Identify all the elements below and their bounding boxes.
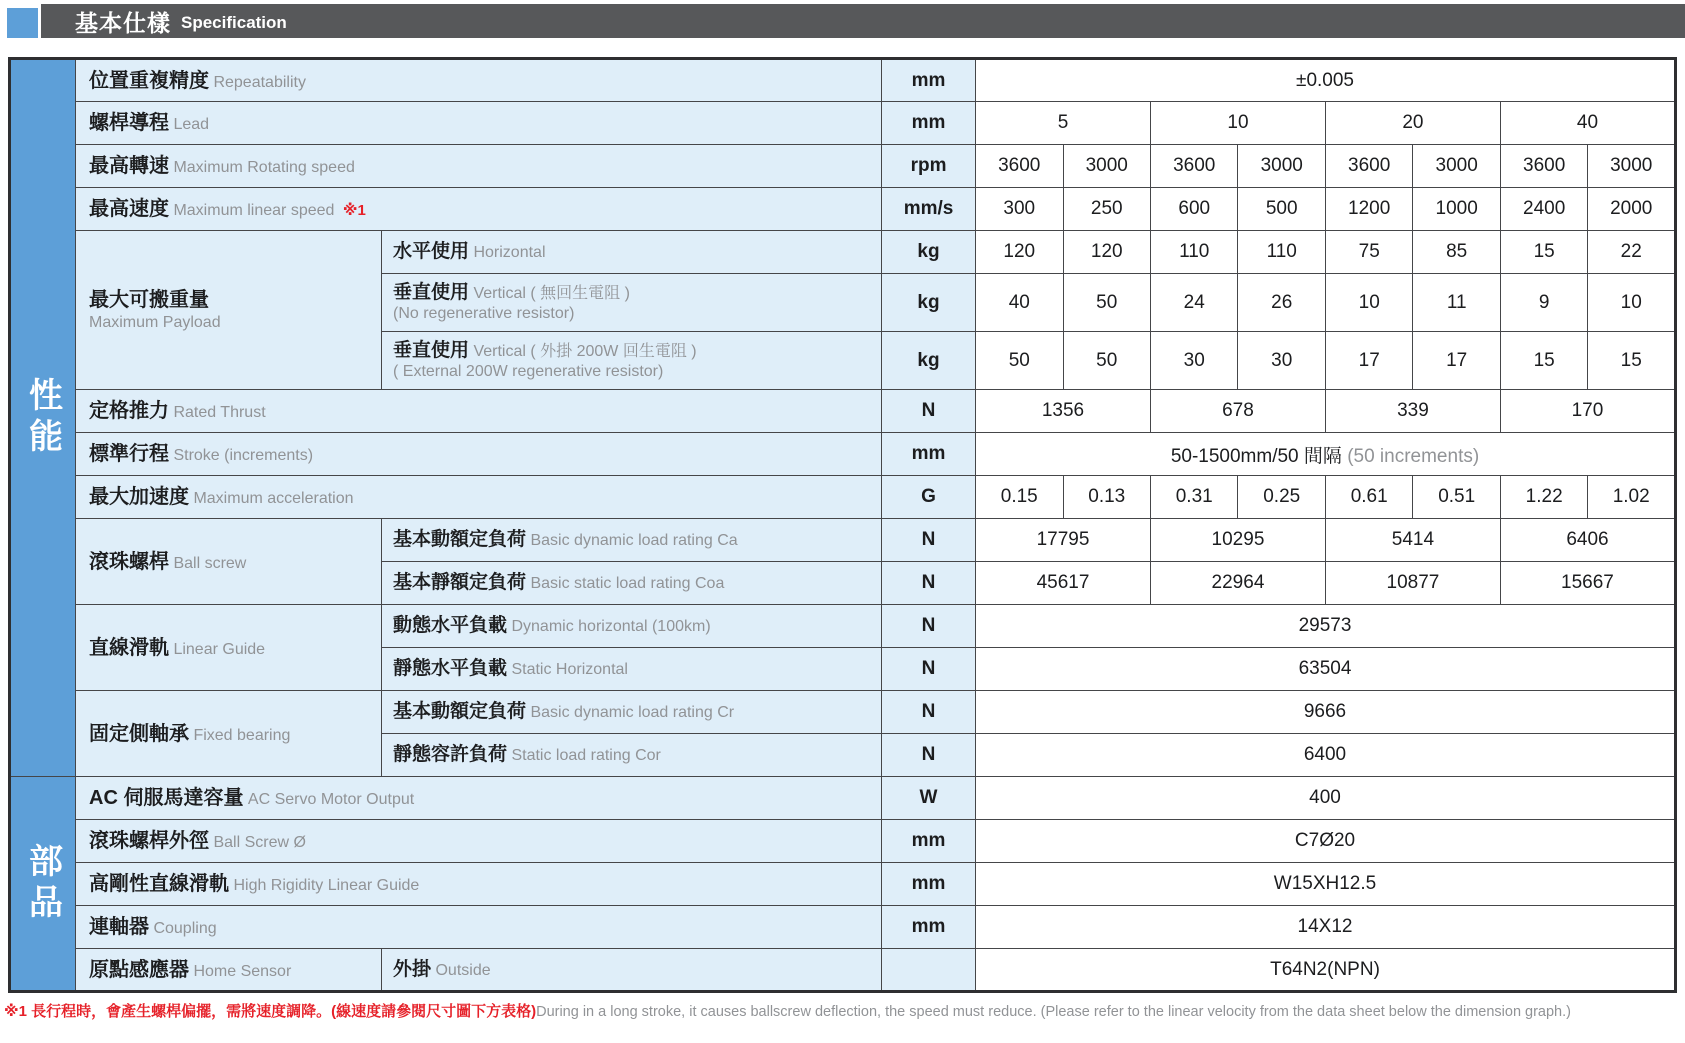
label-en: Fixed bearing xyxy=(193,726,291,744)
label-en: Horizontal xyxy=(473,244,546,262)
row-max-acceleration xyxy=(10,476,1676,519)
value-cell: 1000 xyxy=(1413,188,1500,231)
row-sublabel xyxy=(382,734,882,777)
stroke-value-sub: (50 increments) xyxy=(1347,445,1480,467)
value-cell: 63504 xyxy=(976,648,1676,691)
group-label-fixed-bearing xyxy=(76,691,382,777)
value-cell: 6406 xyxy=(1500,519,1675,562)
value-cell: 170 xyxy=(1500,390,1675,433)
label-zh: 固定側軸承 xyxy=(89,722,189,745)
label-zh: 連軸器 xyxy=(89,916,149,938)
label-en-line2: (No regenerative resistor) xyxy=(393,305,575,323)
row-lead xyxy=(10,102,1676,145)
value-cell: 120 xyxy=(976,231,1063,274)
value-cell: W15XH12.5 xyxy=(976,863,1676,906)
row-linear-guide-dynamic xyxy=(10,605,1676,648)
row-servo-output xyxy=(10,777,1676,820)
footnote xyxy=(4,1002,1682,1022)
row-sublabel xyxy=(382,519,882,562)
value-cell: 3000 xyxy=(1063,145,1150,188)
value-cell: 0.61 xyxy=(1325,476,1412,519)
unit-cell: mm/s xyxy=(882,188,976,231)
section-title-zh: 基本仕樣 xyxy=(75,9,171,36)
row-sublabel xyxy=(382,274,882,332)
row-fixed-bearing-dynamic xyxy=(10,691,1676,734)
label-zh: 靜態水平負載 xyxy=(393,658,508,680)
value-cell: 3600 xyxy=(1325,145,1412,188)
label-en: Maximum acceleration xyxy=(193,490,354,507)
row-label xyxy=(76,390,882,433)
label-zh: 定格推力 xyxy=(89,400,169,422)
unit-cell: mm xyxy=(882,59,976,102)
row-home-sensor xyxy=(10,949,1676,992)
label-zh: 滾珠螺桿外徑 xyxy=(89,830,209,852)
label-zh: 最高轉速 xyxy=(89,155,169,177)
label-zh: 垂直使用 xyxy=(393,339,470,361)
unit-cell: mm xyxy=(882,863,976,906)
stroke-value-main: 50-1500mm/50 間隔 xyxy=(1170,445,1342,467)
value-cell: 75 xyxy=(1325,231,1412,274)
value-cell: 10 xyxy=(1325,274,1412,332)
row-label xyxy=(76,188,882,231)
section-header-bar xyxy=(41,4,1685,38)
label-zh: 基本動額定負荷 xyxy=(393,529,527,551)
row-sublabel xyxy=(382,605,882,648)
row-sublabel xyxy=(382,648,882,691)
label-en: Basic dynamic load rating Ca xyxy=(530,532,738,550)
group-label-ball-screw xyxy=(76,519,382,605)
label-en: Rated Thrust xyxy=(173,404,266,421)
value-cell: 50 xyxy=(1063,274,1150,332)
label-en: Linear Guide xyxy=(173,640,266,658)
value-cell: 2000 xyxy=(1588,188,1676,231)
value-cell: 30 xyxy=(1238,332,1325,390)
label-zh: 螺桿導程 xyxy=(89,112,169,134)
value-cell xyxy=(976,433,1676,476)
value-cell: 50 xyxy=(1063,332,1150,390)
value-cell: 9666 xyxy=(976,691,1676,734)
value-cell: 678 xyxy=(1150,390,1325,433)
value-cell: 339 xyxy=(1325,390,1500,433)
value-cell: 24 xyxy=(1150,274,1237,332)
row-ball-screw-diameter xyxy=(10,820,1676,863)
label-en: Static Horizontal xyxy=(511,661,628,679)
value-cell: 250 xyxy=(1063,188,1150,231)
row-label xyxy=(76,102,882,145)
value-cell: 400 xyxy=(976,777,1676,820)
unit-cell: N xyxy=(882,605,976,648)
value-cell: 22 xyxy=(1588,231,1676,274)
label-en: High Rigidity Linear Guide xyxy=(233,877,420,894)
label-en: Static load rating Cor xyxy=(511,747,661,765)
label-zh: 標準行程 xyxy=(89,443,169,465)
unit-cell: mm xyxy=(882,433,976,476)
value-cell: 1.02 xyxy=(1588,476,1676,519)
footnote-zh: ※1 長行程時，會產生螺桿偏擺，需將速度調降。(線速度請參閱尺寸圖下方表格) xyxy=(4,1003,537,1020)
label-zh: 原點感應器 xyxy=(89,958,189,981)
footnote-en: During in a long stroke, it causes ballscrew deflection, the speed must reduce. (Please refer to the linear velocity from the data sheet below the dimension graph.) xyxy=(536,1004,1571,1020)
label-en: AC Servo Motor Output xyxy=(247,791,415,808)
unit-cell xyxy=(882,949,976,992)
value-cell: 10 xyxy=(1588,274,1676,332)
row-label xyxy=(76,906,882,949)
row-repeatability xyxy=(10,59,1676,102)
row-stroke xyxy=(10,433,1676,476)
row-label xyxy=(76,59,882,102)
accent-square xyxy=(7,8,38,38)
row-label xyxy=(76,145,882,188)
row-sublabel xyxy=(382,332,882,390)
unit-cell: N xyxy=(882,648,976,691)
value-cell: 5 xyxy=(976,102,1151,145)
label-en: Maximum Payload xyxy=(89,313,221,331)
row-label xyxy=(76,863,882,906)
section-label-performance: 性能 xyxy=(10,59,76,777)
value-cell: 6400 xyxy=(976,734,1676,777)
value-cell: 30 xyxy=(1150,332,1237,390)
value-cell: 40 xyxy=(976,274,1063,332)
unit-cell: mm xyxy=(882,820,976,863)
value-cell: 0.15 xyxy=(976,476,1063,519)
label-zh: 最大可搬重量 xyxy=(89,288,209,311)
label-en: Basic dynamic load rating Cr xyxy=(530,704,735,722)
value-cell: 1200 xyxy=(1325,188,1412,231)
label-en: Vertical ( 外掛 200W 回生電阻 ) xyxy=(473,342,697,360)
value-cell: 0.25 xyxy=(1238,476,1325,519)
row-label xyxy=(76,949,382,992)
label-en: Basic static load rating Coa xyxy=(530,575,725,593)
unit-cell: N xyxy=(882,519,976,562)
value-cell: 0.31 xyxy=(1150,476,1237,519)
row-coupling xyxy=(10,906,1676,949)
value-cell: 15 xyxy=(1500,332,1587,390)
unit-cell: mm xyxy=(882,102,976,145)
label-en: Lead xyxy=(173,116,210,133)
value-cell: 17795 xyxy=(976,519,1151,562)
footnote-marker: ※1 xyxy=(342,202,366,219)
unit-cell: kg xyxy=(882,332,976,390)
label-en: Vertical ( 無回生電阻 ) xyxy=(473,284,630,302)
value-cell: 3600 xyxy=(1500,145,1587,188)
value-cell: 3000 xyxy=(1238,145,1325,188)
row-rigidity-guide xyxy=(10,863,1676,906)
unit-cell: N xyxy=(882,562,976,605)
unit-cell: N xyxy=(882,691,976,734)
value-cell: 45617 xyxy=(976,562,1151,605)
label-zh: 水平使用 xyxy=(393,241,470,263)
value-cell: 17 xyxy=(1325,332,1412,390)
label-en: Home Sensor xyxy=(193,962,292,980)
value-cell: 3000 xyxy=(1413,145,1500,188)
label-en: Coupling xyxy=(153,920,217,937)
value-cell: 26 xyxy=(1238,274,1325,332)
row-sublabel xyxy=(382,231,882,274)
row-label xyxy=(76,777,882,820)
group-label-linear-guide xyxy=(76,605,382,691)
value-cell: 0.51 xyxy=(1413,476,1500,519)
row-label xyxy=(76,476,882,519)
label-en: Ball Screw Ø xyxy=(213,834,306,851)
value-cell: 10877 xyxy=(1325,562,1500,605)
label-en: Maximum Rotating speed xyxy=(173,159,355,176)
value-cell: 300 xyxy=(976,188,1063,231)
label-en: Stroke (increments) xyxy=(173,447,314,464)
row-sublabel xyxy=(382,949,882,992)
value-cell: 15 xyxy=(1500,231,1587,274)
value-cell: 15 xyxy=(1588,332,1676,390)
section-label-parts: 部品 xyxy=(10,777,76,992)
value-cell: 40 xyxy=(1500,102,1675,145)
value-cell: 15667 xyxy=(1500,562,1675,605)
value-cell: 10295 xyxy=(1150,519,1325,562)
label-zh: 垂直使用 xyxy=(393,281,470,303)
value-cell: 9 xyxy=(1500,274,1587,332)
section-title-en: Specification xyxy=(181,12,287,32)
unit-cell: G xyxy=(882,476,976,519)
row-ball-screw-dynamic xyxy=(10,519,1676,562)
value-cell: 14X12 xyxy=(976,906,1676,949)
label-zh: 靜態容許負荷 xyxy=(393,744,508,766)
row-payload-horizontal xyxy=(10,231,1676,274)
row-label xyxy=(76,820,882,863)
row-rotating-speed xyxy=(10,145,1676,188)
value-cell: 600 xyxy=(1150,188,1237,231)
value-cell: 1.22 xyxy=(1500,476,1587,519)
label-en: Maximum linear speed xyxy=(173,202,335,219)
label-zh: 動態水平負載 xyxy=(393,615,508,637)
value-cell: 22964 xyxy=(1150,562,1325,605)
label-en: Outside xyxy=(435,961,491,979)
label-zh: 基本動額定負荷 xyxy=(393,701,527,723)
label-zh: 外掛 xyxy=(393,958,432,980)
row-label xyxy=(76,433,882,476)
unit-cell: kg xyxy=(882,274,976,332)
label-en-line2: ( External 200W regenerative resistor) xyxy=(393,363,664,381)
value-cell: T64N2(NPN) xyxy=(976,949,1676,992)
value-cell: 50 xyxy=(976,332,1063,390)
value-cell: 29573 xyxy=(976,605,1676,648)
label-en: Repeatability xyxy=(213,73,306,91)
label-zh: 滾珠螺桿 xyxy=(89,550,169,573)
label-zh: 最大加速度 xyxy=(89,486,189,508)
value-cell: 3600 xyxy=(976,145,1063,188)
row-linear-speed xyxy=(10,188,1676,231)
value-cell: 85 xyxy=(1413,231,1500,274)
value-cell: C7Ø20 xyxy=(976,820,1676,863)
row-rated-thrust xyxy=(10,390,1676,433)
unit-cell: N xyxy=(882,390,976,433)
value-cell: 3000 xyxy=(1588,145,1676,188)
label-zh: 位置重複精度 xyxy=(89,69,209,92)
unit-cell: W xyxy=(882,777,976,820)
label-zh: AC 伺服馬達容量 xyxy=(89,787,244,809)
unit-cell: kg xyxy=(882,231,976,274)
unit-cell: N xyxy=(882,734,976,777)
value-cell: 500 xyxy=(1238,188,1325,231)
value-cell: 120 xyxy=(1063,231,1150,274)
value-cell: 110 xyxy=(1238,231,1325,274)
unit-cell: mm xyxy=(882,906,976,949)
value-cell: 0.13 xyxy=(1063,476,1150,519)
label-zh: 高剛性直線滑軌 xyxy=(89,873,229,895)
row-sublabel xyxy=(382,562,882,605)
value-cell: 17 xyxy=(1413,332,1500,390)
specification-table xyxy=(8,57,1677,993)
label-zh: 最高速度 xyxy=(89,198,169,220)
value-cell: 11 xyxy=(1413,274,1500,332)
value-cell: 10 xyxy=(1150,102,1325,145)
label-en: Ball screw xyxy=(173,554,247,572)
section-header xyxy=(0,4,1685,38)
value-cell: 5414 xyxy=(1325,519,1500,562)
value-cell: 1356 xyxy=(976,390,1151,433)
value-cell: 20 xyxy=(1325,102,1500,145)
label-en: Dynamic horizontal (100km) xyxy=(511,618,711,636)
row-sublabel xyxy=(382,691,882,734)
label-zh: 直線滑軌 xyxy=(89,636,169,659)
group-label-payload xyxy=(76,231,382,390)
unit-cell: rpm xyxy=(882,145,976,188)
value-cell: 2400 xyxy=(1500,188,1587,231)
value-cell: 3600 xyxy=(1150,145,1237,188)
value-cell: 110 xyxy=(1150,231,1237,274)
label-zh: 基本靜額定負荷 xyxy=(393,572,527,594)
value-cell: ±0.005 xyxy=(976,59,1676,102)
